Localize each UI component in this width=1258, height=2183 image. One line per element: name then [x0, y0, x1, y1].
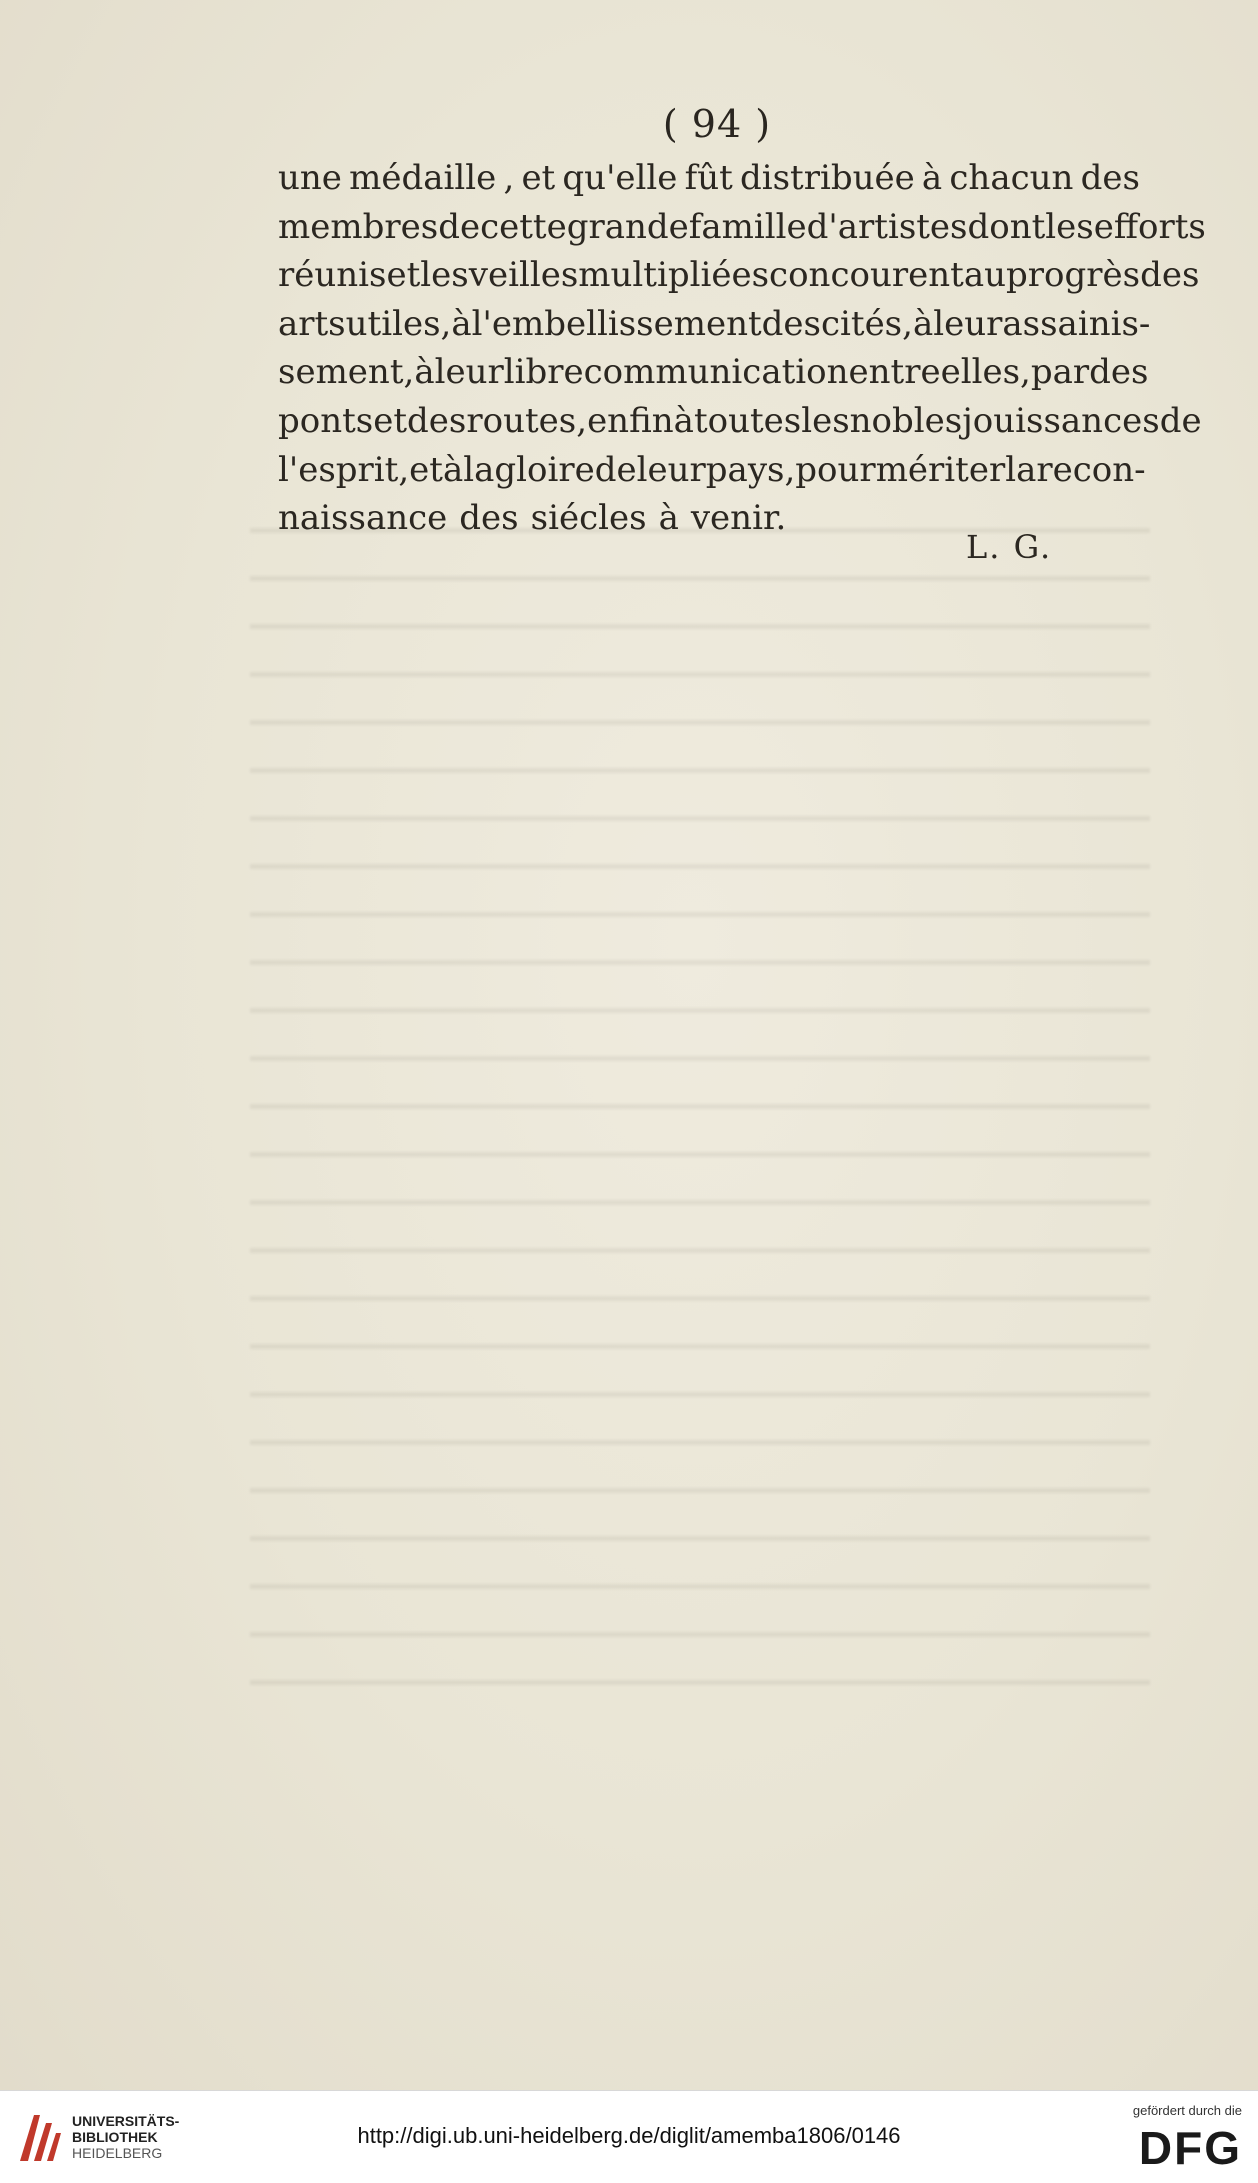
word: de: [594, 449, 637, 490]
word: et: [521, 158, 556, 198]
word: de: [1159, 400, 1202, 441]
word: pays,: [705, 449, 796, 490]
text-line: [278, 300, 1151, 349]
word: membres: [278, 206, 439, 247]
word: ,: [503, 158, 515, 198]
word: leur: [434, 352, 504, 393]
word: médaille: [349, 158, 497, 198]
word: elles,: [940, 352, 1031, 393]
text-line: [278, 251, 1200, 300]
text-line: [278, 446, 1146, 495]
word: veilles: [468, 255, 579, 296]
word: des: [1089, 352, 1149, 393]
word: grande: [566, 206, 689, 247]
word: les: [420, 255, 469, 296]
word: à: [658, 498, 679, 539]
word: les: [801, 400, 850, 441]
word: jouissances: [962, 400, 1160, 441]
word: des: [761, 303, 821, 344]
word: gloire: [494, 449, 595, 490]
word: leur: [636, 449, 706, 490]
library-name-line-3: HEIDELBERG: [72, 2145, 163, 2161]
word: par: [1030, 352, 1090, 393]
word: leur: [933, 303, 1003, 344]
word: et: [373, 400, 408, 441]
word: des: [1080, 158, 1140, 198]
word: dont: [967, 206, 1046, 247]
signature: L. G.: [966, 528, 1053, 566]
word: une: [278, 158, 342, 198]
word: libre: [503, 352, 584, 393]
word: routes,: [466, 400, 588, 441]
word: des: [407, 400, 467, 441]
word: pour: [795, 449, 876, 490]
word: progrès: [1005, 255, 1141, 296]
text-line: [278, 397, 1202, 446]
word: cette: [480, 206, 567, 247]
word: concourent: [769, 255, 964, 296]
word: à: [673, 400, 694, 441]
word: l'esprit,: [278, 449, 410, 490]
word: la: [1005, 449, 1037, 490]
word: naissance: [278, 498, 448, 539]
library-name-line-1: UNIVERSITÄTS-: [72, 2113, 180, 2129]
page-number: ( 94 ): [662, 102, 772, 146]
word: chacun: [949, 158, 1074, 198]
word: des: [1140, 255, 1200, 296]
word: ponts: [278, 400, 374, 441]
word: à: [451, 303, 472, 344]
word: utiles,: [345, 303, 452, 344]
word: recon-: [1036, 449, 1146, 490]
word: l'embellissement: [471, 303, 762, 344]
word: venir.: [690, 498, 787, 539]
word: à: [414, 352, 435, 393]
permalink-url[interactable]: http://digi.ub.uni-heidelberg.de/diglit/amemba1806/0146: [357, 2123, 901, 2148]
word: de: [438, 206, 481, 247]
word: efforts: [1093, 206, 1206, 247]
word: sement,: [278, 352, 415, 393]
reverse-side-show-through: [250, 500, 1150, 1700]
word: distribuée: [739, 158, 915, 198]
footer-bar: [0, 2090, 1258, 2183]
word: d'artistes: [806, 206, 968, 247]
word: fût: [684, 158, 733, 198]
word: siécles: [530, 498, 647, 539]
word: mériter: [875, 449, 1006, 490]
word: à: [921, 158, 943, 198]
word: nobles: [849, 400, 963, 441]
word: multipliées: [578, 255, 770, 296]
word: la: [463, 449, 495, 490]
word: réunis: [278, 255, 387, 296]
text-line: [278, 203, 1206, 252]
word: communication: [583, 352, 849, 393]
text-line: [278, 154, 1140, 203]
word: toutes: [693, 400, 802, 441]
word: des: [459, 498, 519, 539]
word: entre: [848, 352, 941, 393]
funder-label: gefördert durch die: [1132, 2103, 1242, 2118]
word: à: [442, 449, 464, 490]
library-name-line-2: BIBLIOTHEK: [72, 2129, 158, 2145]
body-text: [278, 154, 1206, 543]
text-line: [278, 348, 1149, 397]
word: assainis-: [1002, 303, 1151, 344]
word: à: [912, 303, 934, 344]
dfg-logo: DFG: [1138, 2122, 1242, 2174]
word: cités,: [820, 303, 913, 344]
word: les: [1045, 206, 1094, 247]
word: et: [386, 255, 421, 296]
word: qu'elle: [562, 158, 678, 198]
word: au: [963, 255, 1006, 296]
word: et: [409, 449, 443, 490]
word: famille: [688, 206, 807, 247]
word: arts: [278, 303, 346, 344]
word: enfin: [587, 400, 674, 441]
